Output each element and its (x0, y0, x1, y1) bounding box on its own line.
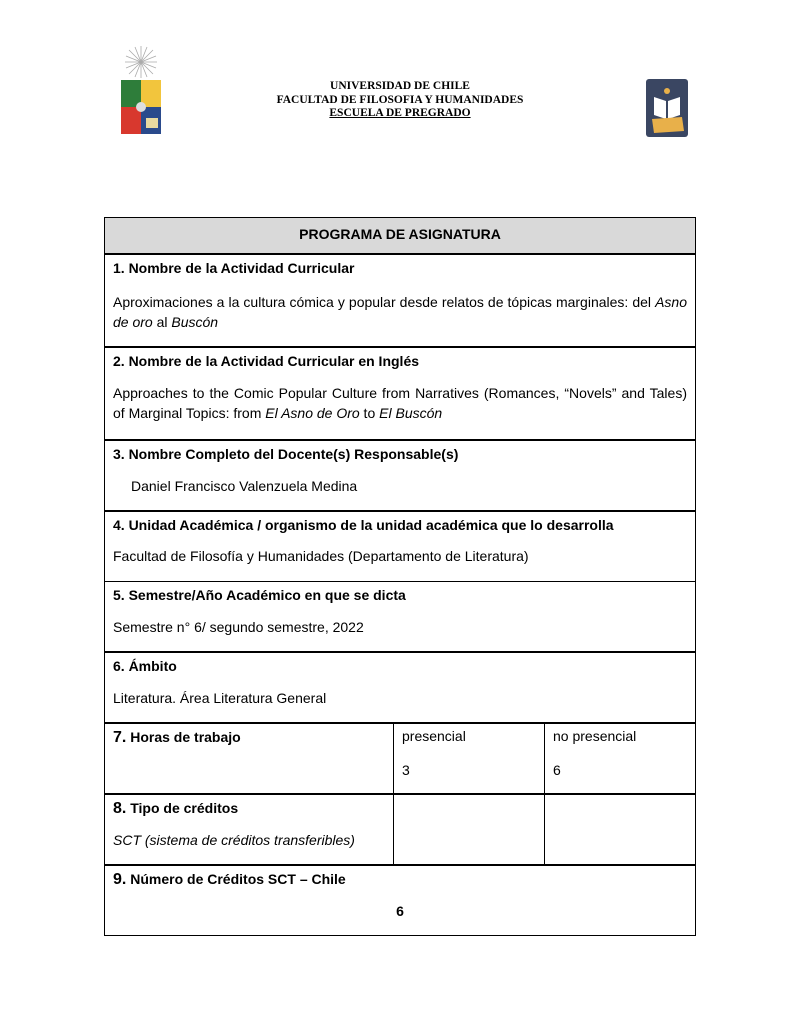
instructor-value: Daniel Francisco Valenzuela Medina (131, 478, 358, 494)
table-title: PROGRAMA DE ASIGNATURA (299, 226, 501, 242)
section-credit-type (104, 794, 696, 865)
table-title-row (104, 217, 696, 254)
university-name: UNIVERSIDAD DE CHILE (330, 80, 470, 92)
text-segment: al (152, 314, 172, 330)
section-label: 6. Ámbito (113, 658, 177, 674)
faculty-name: FACULTAD DE FILOSOFIA Y HUMANIDADES (276, 93, 524, 106)
section-work-hours (104, 723, 696, 794)
italic-title: El Buscón (379, 405, 443, 421)
section-label (113, 871, 346, 889)
credit-type-value: SCT (sistema de créditos transferibles) (113, 832, 355, 848)
empty-cell (393, 795, 545, 864)
remote-hours-value: 6 (553, 762, 561, 778)
scope-value: Literatura. Área Literatura General (113, 690, 327, 706)
section-activity-name-english (104, 347, 696, 440)
in-person-hours-cell (393, 724, 545, 793)
section-title: Número de Créditos SCT – Chile (126, 871, 346, 887)
section-instructor (104, 440, 696, 511)
section-title: Horas de trabajo (126, 729, 241, 745)
section-activity-name (104, 254, 696, 347)
empty-cell (544, 795, 695, 864)
section-label (113, 729, 241, 747)
section-label: 3. Nombre Completo del Docente(s) Responsable(s) (113, 446, 459, 462)
academic-unit-value: Facultad de Filosofía y Humanidades (Departamento de Literatura) (113, 548, 529, 564)
faculty-book-logo (646, 79, 688, 137)
remote-hours-cell (544, 724, 695, 793)
section-label: 5. Semestre/Año Académico en que se dicta (113, 587, 406, 603)
section-title: Tipo de créditos (126, 800, 239, 816)
section-number: 9. (113, 871, 127, 888)
section-number: 7. (113, 729, 127, 746)
section-label: 1. Nombre de la Actividad Curricular (113, 260, 355, 276)
section-credit-count (104, 865, 696, 936)
credit-count-value: 6 (396, 903, 404, 919)
section-number: 8. (113, 800, 127, 817)
italic-title: El Asno de Oro (265, 405, 360, 421)
text-segment: Approaches to the Comic Popular Culture from Narratives (Romances, “Novels” and Tales) of Marginal Topics: from (113, 385, 687, 421)
section-semester (104, 581, 696, 652)
in-person-label: presencial (402, 728, 466, 744)
section-label: 4. Unidad Académica / organismo de la unidad académica que lo desarrolla (113, 517, 614, 533)
school-name: ESCUELA DE PREGRADO (329, 107, 471, 119)
italic-title: Buscón (171, 314, 219, 330)
section-academic-unit (104, 511, 696, 582)
activity-name-english-value (113, 383, 687, 423)
section-scope (104, 652, 696, 723)
activity-name-value (113, 292, 687, 332)
semester-value: Semestre n° 6/ segundo semestre, 2022 (113, 619, 364, 635)
text-segment: to (359, 405, 380, 421)
section-label (113, 800, 238, 818)
section-label: 2. Nombre de la Actividad Curricular en Inglés (113, 353, 420, 369)
text-segment: Aproximaciones a la cultura cómica y popular desde relatos de tópicas marginales: del (113, 294, 656, 310)
in-person-hours-value: 3 (402, 762, 410, 778)
italic-title: Asno de oro (113, 294, 687, 330)
remote-label: no presencial (553, 728, 637, 744)
